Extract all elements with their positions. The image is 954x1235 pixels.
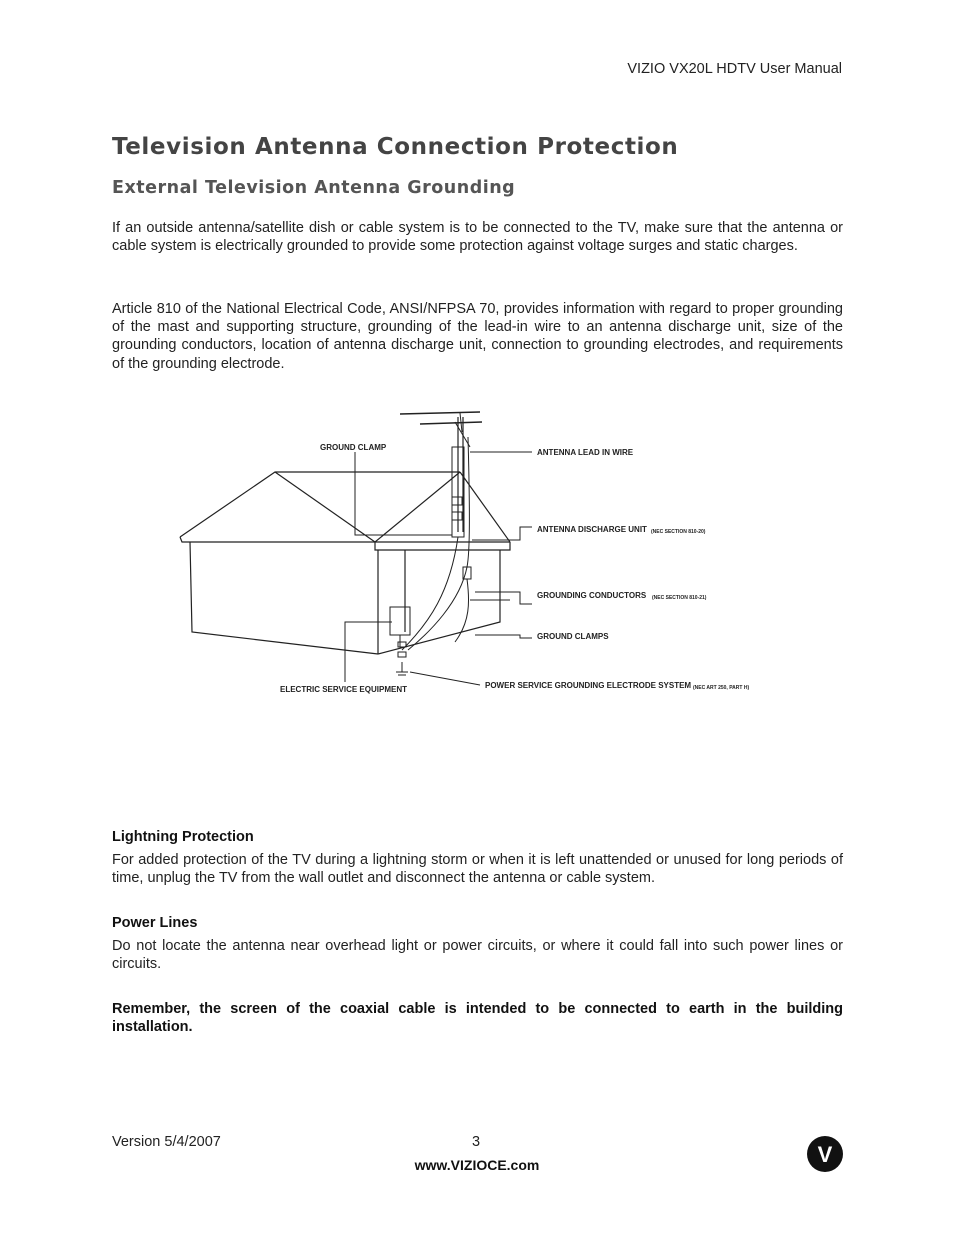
power-lines-text: Do not locate the antenna near overhead light or power circuits, or where it could fall into such power lines or circuits. — [112, 938, 843, 973]
page-number: 3 — [472, 1134, 481, 1150]
svg-text:V: V — [817, 1142, 833, 1167]
lightning-text: For added protection of the TV during a lightning storm or when it is left unattended or unused for long periods of time, unplug the TV from the wall outlet and disconnect the antenna or cable system. — [112, 852, 843, 887]
antenna-icon — [400, 412, 482, 447]
electric-service-label: ELECTRIC SERVICE EQUIPMENT — [280, 685, 407, 694]
antenna-lead-label: ANTENNA LEAD IN WIRE — [537, 448, 634, 457]
ground-clamp-label: GROUND CLAMP — [320, 443, 387, 452]
grounding-conductors-note: (NEC SECTION 810-21) — [652, 595, 707, 601]
grounding-conductors-label: GROUNDING CONDUCTORS — [537, 591, 647, 600]
header-title: VIZIO VX20L HDTV User Manual — [627, 61, 842, 77]
page-title: Television Antenna Connection Protection — [112, 134, 679, 160]
nec-paragraph: Article 810 of the National Electrical Code, ANSI/NFPSA 70, provides information with regard to proper grounding of the mast and supporting structure, grounding of the lead-in wire to an antenna discharge unit, size of the grounding conductors, location of antenna discharge unit, connection to grounding electrodes, and requirements of the grounding electrode. — [112, 301, 843, 372]
discharge-unit-note: (NEC SECTION 810-20) — [651, 529, 706, 535]
discharge-unit-label: ANTENNA DISCHARGE UNIT — [537, 525, 647, 534]
electric-box-icon — [390, 607, 410, 647]
power-service-note: (NEC ART 250, PART H) — [693, 685, 750, 691]
power-service-label: POWER SERVICE GROUNDING ELECTRODE SYSTEM — [485, 681, 692, 690]
section-title: External Television Antenna Grounding — [112, 178, 516, 198]
lightning-heading: Lightning Protection — [112, 829, 254, 845]
ground-clamps-label: GROUND CLAMPS — [537, 632, 609, 641]
vizio-logo-icon — [806, 1135, 844, 1173]
antenna-grounding-diagram — [170, 392, 790, 712]
remember-note: Remember, the screen of the coaxial cable is intended to be connected to earth in the building installation. — [112, 1001, 843, 1036]
power-lines-heading: Power Lines — [112, 915, 198, 931]
website-link: www.VIZIOCE.com — [414, 1157, 540, 1173]
version-text: Version 5/4/2007 — [112, 1134, 221, 1150]
intro-paragraph: If an outside antenna/satellite dish or cable system is to be connected to the TV, make sure that the antenna or cable system is electrically grounded to provide some protection against voltage surges and static charges. — [112, 220, 843, 255]
